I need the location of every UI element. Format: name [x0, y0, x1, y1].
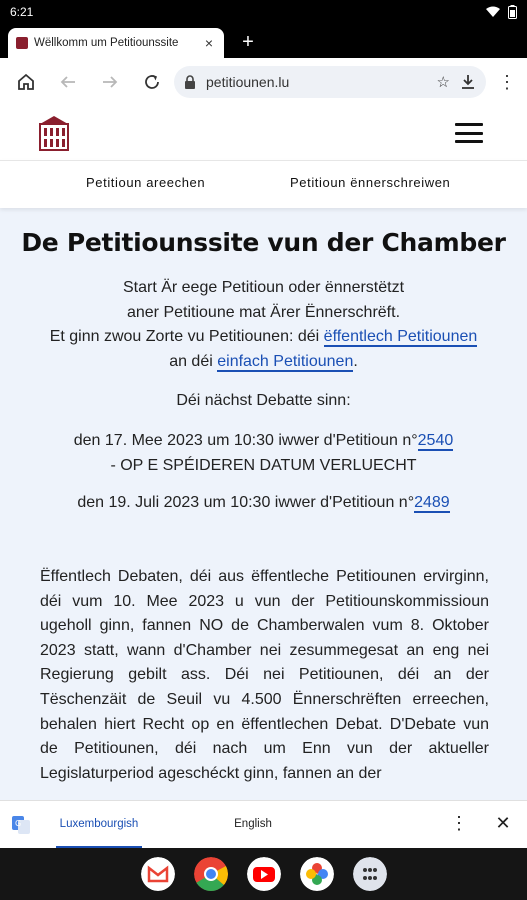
reload-icon	[143, 73, 161, 91]
public-petitions-link[interactable]: ëffentlech Petitiounen	[323, 328, 478, 345]
google-translate-icon	[12, 816, 30, 834]
nav-link-sign-petition[interactable]: Petitioun ënnerschreiwen	[290, 175, 451, 190]
app-dock	[0, 848, 527, 900]
petition-link[interactable]: 2489	[414, 494, 450, 511]
hamburger-menu-icon[interactable]	[455, 123, 483, 143]
intro-line: Et ginn zwou Zorte vu Petitiounen: déi	[49, 328, 320, 345]
debate-item	[30, 428, 497, 478]
status-time: 6:21	[10, 5, 34, 19]
debate-text: den 17. Mee 2023 um 10:30 iwwer d'Petitioun n°	[73, 432, 418, 449]
page-title: De Petitiounssite vun der Chamber	[21, 228, 506, 257]
gmail-icon[interactable]	[141, 857, 175, 891]
nav-link-create-petition[interactable]: Petitioun areechen	[86, 175, 206, 190]
intro-period: .	[353, 352, 358, 370]
browser-tab[interactable]	[8, 28, 224, 58]
bookmark-star-icon[interactable]: ☆	[436, 74, 450, 91]
debate-item	[30, 490, 497, 515]
app-drawer-icon[interactable]	[353, 857, 387, 891]
tab-title: Wëllkomm um Petitiounssite	[34, 37, 179, 49]
home-button[interactable]	[10, 66, 42, 98]
chamber-logo-icon[interactable]	[38, 114, 70, 152]
translate-menu-icon[interactable]: ⋮	[450, 813, 468, 833]
status-bar	[0, 0, 527, 24]
arrow-right-icon	[101, 73, 119, 91]
debates-heading: Déi nächst Debatte sinn:	[176, 392, 351, 409]
arrow-left-icon	[59, 73, 77, 91]
translate-bar	[0, 800, 527, 848]
battery-icon	[508, 5, 517, 19]
address-bar[interactable]	[174, 66, 486, 98]
tab-close-icon[interactable]: ×	[204, 35, 214, 51]
site-favicon-icon	[16, 37, 28, 49]
url-text[interactable]: petitiounen.lu	[206, 74, 290, 90]
body-paragraph: Ëffentlech Debaten, déi aus ëffentleche Petitiounen ervirginn, déi vum 10. Mee 2023 u vun der Petitiounskommissioun ugeholl ginn, fannen NO de Chamberwalen vum 8. Oktober 2023 statt, wann d'Chamber nei zesummegesat an eng nei Regierung gebilt ass. Déi nei Petitiounen, déi an der Tëschenzäit de Seuil vu 4.500 Ënnerschrëften erreechen, behalen hiert Recht op en ëffentlechen Debat. D'Debate vun de Petitiounen, déi nach um Enn vun der aktueller Legislaturperiod ageschéckt ginn, fannen an der	[40, 568, 489, 782]
lock-icon	[184, 75, 196, 89]
intro-line: an déi	[169, 352, 213, 370]
back-button[interactable]	[52, 66, 84, 98]
youtube-icon[interactable]	[247, 857, 281, 891]
intro-line: Start Är eege Petitioun oder ënnerstëtzt	[122, 279, 405, 296]
reload-button[interactable]	[136, 66, 168, 98]
forward-button[interactable]	[94, 66, 126, 98]
main-content	[0, 208, 527, 800]
tab-strip	[0, 24, 527, 58]
lang-tab-english[interactable]: English	[234, 818, 272, 830]
download-icon[interactable]	[460, 74, 476, 90]
lang-tab-luxembourgish[interactable]: Luxembourgish	[56, 801, 142, 849]
debate-text: den 19. Juli 2023 um 10:30 iwwer d'Petitioun n°	[77, 494, 415, 511]
browser-toolbar	[0, 58, 527, 106]
petition-link[interactable]: 2540	[417, 432, 454, 449]
site-header	[0, 106, 527, 160]
browser-menu-icon[interactable]: ⋮	[498, 72, 516, 92]
svg-text:G: G	[15, 819, 22, 828]
photos-icon[interactable]	[300, 857, 334, 891]
site-nav	[0, 160, 527, 208]
simple-petitions-link[interactable]: einfach Petitiounen	[217, 352, 354, 370]
intro-text	[40, 276, 487, 374]
debate-note: - OP E SPÉIDEREN DATUM VERLUECHT	[110, 457, 417, 474]
intro-line: aner Petitioune mat Ärer Ënnerschrëft.	[126, 303, 401, 321]
home-icon	[17, 73, 35, 91]
wifi-icon	[486, 6, 500, 18]
close-icon[interactable]: ✕	[495, 813, 511, 833]
chrome-icon[interactable]	[194, 857, 228, 891]
new-tab-button[interactable]: +	[242, 31, 254, 53]
